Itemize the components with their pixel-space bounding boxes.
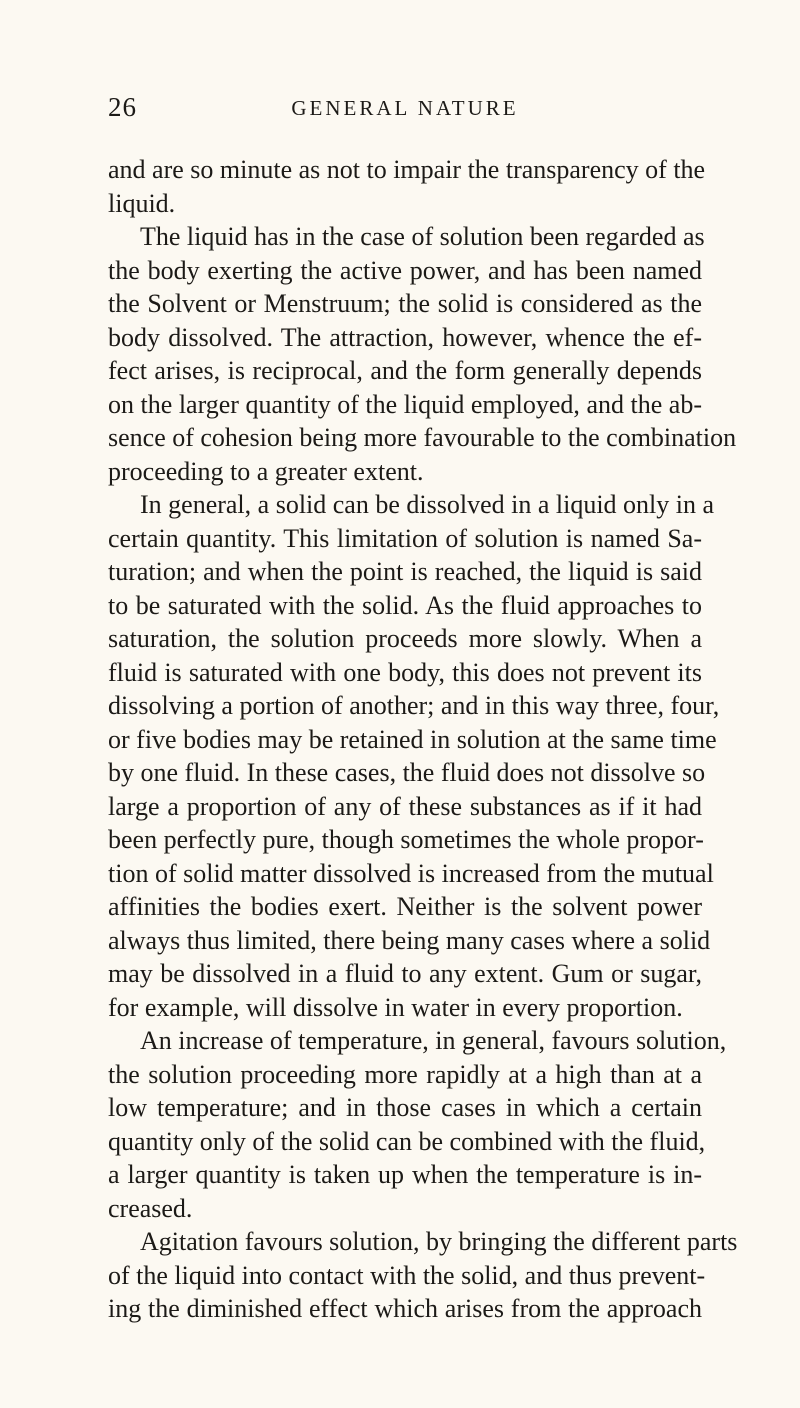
text-line: been perfectly pure, though sometimes the whole propor- — [108, 825, 704, 854]
text-line: affinities the bodies exert. Neither is the solvent power — [108, 892, 702, 921]
page-header — [108, 92, 702, 132]
text-line: a larger quantity is taken up when the temperature is in- — [108, 1160, 702, 1189]
text-line: the solution proceeding more rapidly at a high than at a — [108, 1059, 702, 1089]
text-line: or five bodies may be retained in solution at the same time — [108, 724, 717, 754]
text-line: In general, a solid can be dissolved in a liquid only in a — [140, 490, 715, 519]
running-head: GENERAL NATURE — [291, 96, 519, 120]
text-line: creased. — [108, 1193, 193, 1223]
text-line: for example, will dissolve in water in every proportion. — [108, 992, 683, 1022]
text-line: of the liquid into contact with the solid, and thus prevent- — [108, 1260, 706, 1290]
text-line: to be saturated with the solid. As the fluid approaches to — [108, 590, 702, 620]
text-line: Agitation favours solution, by bringing the different parts — [140, 1227, 738, 1256]
text-line: the Solvent or Menstruum; the solid is considered as the — [108, 289, 702, 318]
text-line: may be dissolved in a fluid to any extent. Gum or sugar, — [108, 959, 702, 988]
text-line: liquid. — [108, 188, 176, 218]
text-line: turation; and when the point is reached, the liquid is said — [108, 557, 702, 586]
text-line: fluid is saturated with one body, this does not prevent its — [108, 657, 702, 687]
text-line: low temperature; and in those cases in which a certain — [108, 1093, 702, 1122]
text-line: ing the diminished effect which arises from the approach — [108, 1294, 702, 1323]
body-text — [108, 153, 738, 1326]
text-line: proceeding to a greater extent. — [108, 456, 424, 486]
text-line: and are so minute as not to impair the transparency of the — [108, 155, 706, 184]
text-line: tion of solid matter dissolved is increased from the mutual — [108, 858, 714, 888]
text-line: always thus limited, there being many cases where a solid — [108, 925, 711, 955]
text-line: certain quantity. This limitation of solution is named Sa- — [108, 523, 702, 553]
text-line: large a proportion of any of these substances as if it had — [108, 791, 702, 821]
text-line: fect arises, is reciprocal, and the form generally depends — [108, 356, 702, 385]
page-number: 26 — [108, 92, 137, 122]
text-line: quantity only of the solid can be combined with the fluid, — [108, 1126, 706, 1156]
text-line: on the larger quantity of the liquid employed, and the ab- — [108, 389, 702, 419]
text-line: saturation, the solution proceeds more slowly. When a — [108, 624, 702, 653]
text-line: An increase of temperature, in general, favours solution, — [140, 1026, 727, 1055]
text-line: by one fluid. In these cases, the fluid does not dissolve so — [108, 758, 706, 787]
text-line: sence of cohesion being more favourable to the combination — [108, 423, 737, 452]
text-line: dissolving a portion of another; and in this way three, four, — [108, 691, 720, 720]
text-line: The liquid has in the case of solution been regarded as — [140, 222, 705, 251]
text-line: the body exerting the active power, and has been named — [108, 255, 702, 285]
text-line: body dissolved. The attraction, however, whence the ef- — [108, 322, 702, 352]
